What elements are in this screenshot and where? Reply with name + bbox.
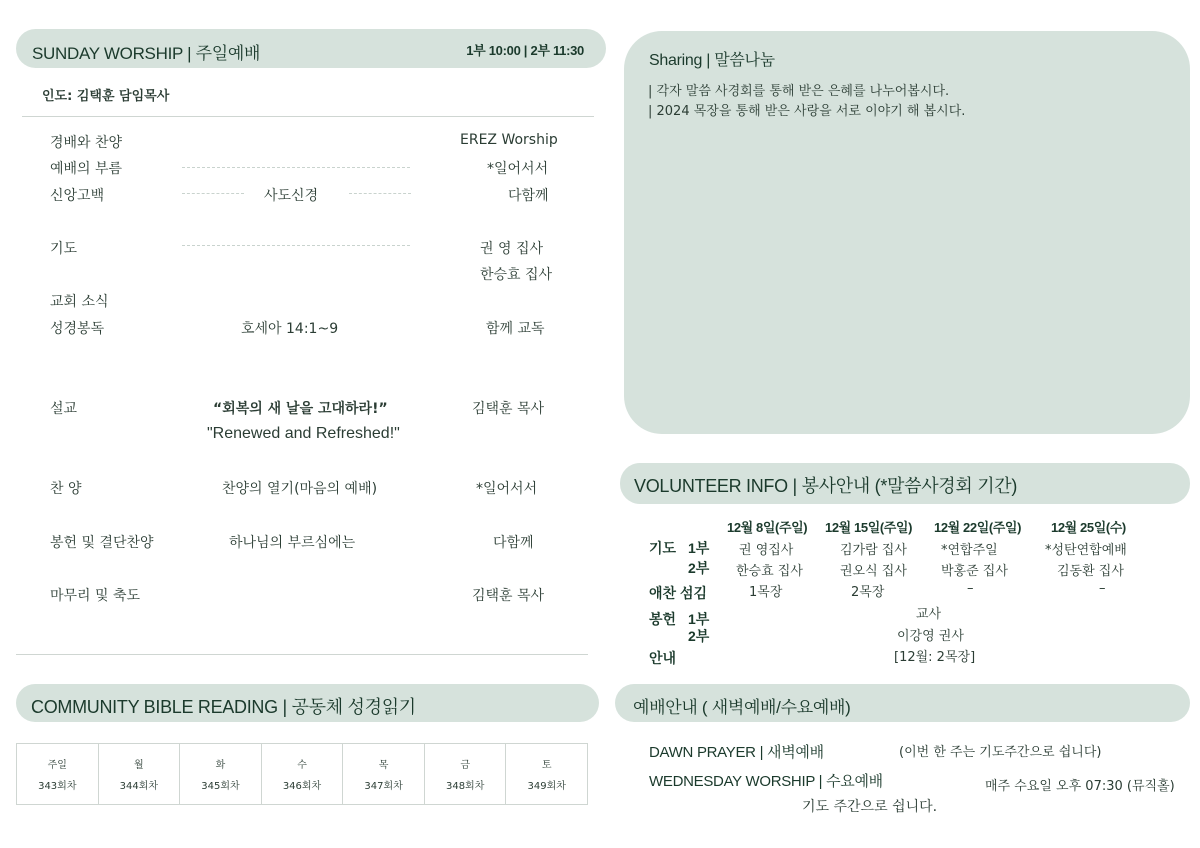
volunteer-cell: 2목장 [851, 585, 885, 600]
volunteer-cell: 1목장 [749, 585, 783, 600]
sharing-line: | 각자 말씀 사경회를 통해 받은 은혜를 나누어봅시다. [648, 84, 950, 99]
dotted-leader [182, 167, 410, 168]
order-item-name: 봉헌 및 결단찬양 [50, 535, 154, 551]
services-title: 예배안내 ( 새벽예배/수요예배) [633, 698, 851, 717]
order-item-right: 한승효 집사 [480, 267, 553, 283]
order-item-center: 사도신경 [264, 188, 319, 204]
order-item-right: 김택훈 목사 [472, 588, 545, 604]
reading-day-cell [506, 744, 587, 804]
reading-count: 347회차 [364, 781, 403, 792]
wednesday-worship-time: 매주 수요일 오후 07:30 (뮤직홀) [985, 779, 1175, 794]
reading-schedule-table [16, 743, 588, 805]
reading-count: 344회차 [119, 781, 159, 792]
wednesday-worship-note: 기도 주간으로 쉽니다. [802, 799, 938, 815]
worship-leader: 인도: 김택훈 담임목사 [42, 89, 170, 104]
volunteer-cell: 김가람 집사 [840, 543, 907, 558]
volunteer-cell: 권오식 집사 [840, 564, 907, 579]
volunteer-cell: 김동환 집사 [1057, 564, 1124, 579]
dawn-prayer-label: DAWN PRAYER | 새벽예배 [649, 744, 824, 761]
reading-day-cell [343, 744, 425, 804]
order-item-right: 다함께 [493, 535, 534, 551]
order-item-right: 함께 교독 [486, 321, 545, 337]
wednesday-worship-label: WEDNESDAY WORSHIP | 수요예배 [649, 773, 883, 790]
dotted-leader [349, 193, 411, 194]
sharing-box [624, 31, 1190, 434]
order-item-right: *일어서서 [476, 481, 538, 497]
date-header: 12월 15일(주일) [825, 520, 913, 535]
part1-label: 1부 [688, 611, 710, 627]
reading-count: 343회차 [38, 781, 77, 792]
reading-count: 348회차 [445, 781, 485, 792]
volunteer-cell: 박홍준 집사 [941, 564, 1008, 579]
order-item-right: EREZ Worship [460, 132, 558, 148]
order-item-right: 김택훈 목사 [472, 401, 545, 417]
community-reading-header [16, 684, 599, 722]
community-reading-title: COMMUNITY BIBLE READING | 공동체 성경읽기 [31, 697, 416, 717]
services-header [615, 684, 1190, 722]
reading-day-cell [262, 744, 344, 804]
reading-day-cell [425, 744, 507, 804]
reading-day-cell [17, 744, 99, 804]
part1-label: 1부 [688, 540, 710, 556]
order-item-name: 예배의 부름 [50, 161, 123, 177]
sermon-title: “회복의 새 날을 고대하라!” [213, 401, 388, 417]
order-item-right: *일어서서 [487, 161, 549, 177]
order-item-center: 하나님의 부르심에는 [229, 535, 356, 551]
sharing-line: | 2024 목장을 통해 받은 사랑을 서로 이야기 해 봅시다. [648, 104, 966, 119]
divider [16, 654, 588, 655]
part2-label: 2부 [688, 560, 710, 576]
prayer-label: 기도 [649, 540, 677, 556]
order-item-name: 찬 양 [50, 481, 82, 497]
order-item-name: 신앙고백 [50, 188, 105, 204]
order-item-name: 기도 [50, 241, 78, 257]
order-item-name: 경배와 찬양 [50, 135, 123, 151]
day-label: 월 [134, 760, 144, 771]
order-item-right: 권 영 집사 [480, 241, 543, 257]
order-item-name: 마무리 및 축도 [50, 588, 141, 604]
date-header: 12월 22일(주일) [934, 520, 1022, 535]
sunday-worship-times: 1부 10:00 | 2부 11:30 [466, 43, 584, 58]
date-header: 12월 25일(수) [1051, 520, 1126, 535]
dotted-leader [182, 193, 244, 194]
volunteer-cell: – [967, 581, 974, 596]
dawn-prayer-note: (이번 한 주는 기도주간으로 쉽니다) [899, 745, 1102, 760]
offering-label: 봉헌 [649, 611, 677, 627]
day-label: 토 [541, 760, 552, 771]
divider [22, 116, 594, 117]
order-item-center: 호세아 14:1~9 [241, 321, 339, 337]
reading-count: 345회차 [201, 781, 240, 792]
volunteer-cell: 한승효 집사 [736, 564, 803, 579]
order-item-name: 설교 [50, 401, 78, 417]
day-label: 화 [215, 760, 226, 771]
guide-label: 안내 [649, 650, 677, 666]
volunteer-cell: 이강영 권사 [897, 629, 964, 644]
dotted-leader [182, 245, 410, 246]
day-label: 금 [460, 760, 471, 771]
sharing-title: Sharing | 말씀나눔 [649, 52, 775, 69]
reading-count: 346회차 [282, 781, 322, 792]
reading-day-cell [180, 744, 262, 804]
sermon-subtitle: "Renewed and Refreshed!" [207, 425, 400, 442]
volunteer-header [620, 463, 1190, 504]
order-item-name: 성경봉독 [50, 321, 105, 337]
reading-day-cell [99, 744, 181, 804]
volunteer-cell: 권 영집사 [739, 543, 794, 558]
day-label: 수 [297, 760, 307, 771]
order-item-right: 다함께 [508, 188, 549, 204]
day-label: 주일 [47, 760, 67, 771]
sunday-worship-title: SUNDAY WORSHIP | 주일예배 [32, 44, 261, 63]
volunteer-cell: *성탄연합예배 [1045, 543, 1127, 558]
choir-label: 애찬 섬김 [649, 585, 707, 601]
volunteer-title: VOLUNTEER INFO | 봉사안내 (*말씀사경회 기간) [634, 476, 1018, 496]
order-item-center: 찬양의 열기(마음의 예배) [222, 481, 378, 497]
part2-label: 2부 [688, 628, 710, 644]
volunteer-cell: – [1099, 581, 1106, 596]
volunteer-cell: 교사 [916, 607, 942, 622]
sunday-worship-header [16, 29, 606, 68]
order-item-name: 교회 소식 [50, 294, 109, 310]
volunteer-cell: *연합주일 [941, 543, 998, 558]
date-header: 12월 8일(주일) [727, 520, 808, 535]
volunteer-cell: [12월: 2목장] [894, 650, 976, 665]
day-label: 목 [378, 760, 389, 771]
reading-count: 349회차 [527, 781, 566, 792]
